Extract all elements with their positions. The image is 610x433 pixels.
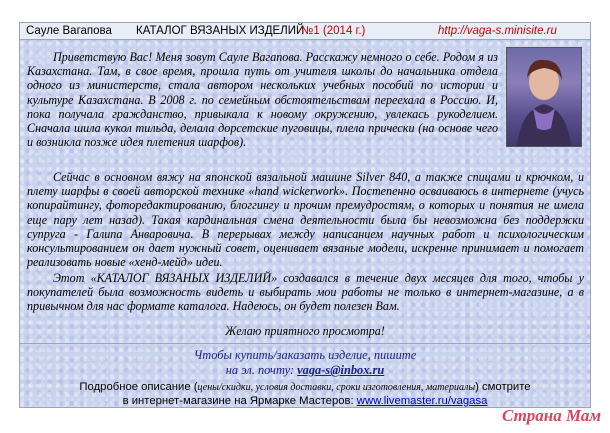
contact-section: [20, 343, 590, 380]
catalog-title: КАТАЛОГ ВЯЗАНЫХ ИЗДЕЛИЙ: [136, 25, 305, 37]
email-line: [20, 363, 590, 378]
description-suffix: ) смотрите: [475, 381, 531, 393]
description-line: [20, 381, 590, 393]
shop-prefix: в интернет-магазине на Ярмарке Мастеров:: [122, 395, 354, 407]
email-prefix: на эл. почту:: [225, 363, 295, 377]
portrait-icon: [507, 48, 581, 146]
paragraph-catalog: Этот «КАТАЛОГ ВЯЗАНЫХ ИЗДЕЛИЙ» создавался в течение двух месяцев для того, чтобы у покупателей была возможность видеть и выбирать мои работы не только в интернет-магазине, а в привычном для нас формате каталога. Надеюсь, он будет полезен Вам.: [27, 271, 584, 314]
description-prefix: Подробное описание (: [79, 381, 198, 393]
page-header: [20, 23, 590, 40]
email-link[interactable]: vaga-s@inbox.ru: [297, 363, 385, 377]
catalog-number: №1 (2014 г.): [301, 25, 366, 37]
paragraph-intro: Приветствую Вас! Меня зовут Сауле Вагапова. Расскажу немного о себе. Родом я из Казахстана. Там, в свое время, прошла путь от учителя школы до начальника отдела одного из министерств, стала автором нескольких учебных пособий по истории и культуре Казахстана. В 2008 г. по семейным обстоятельствам переехала в Россию. И, пока получала гражданство, привыкала к новому окружению, увлекась рукоделием. Сначала шила кукол тильда, делала дорсетские пуговицы, плела прически (на основе чего и возникла позже идея плетения шарфов).: [27, 50, 498, 150]
watermark-logo: Страна Мам: [502, 406, 602, 425]
author-name: Сауле Вагапова: [26, 25, 112, 37]
description-details: цены/скидки, условия доставки, сроки изготовления, материалы: [197, 382, 476, 393]
site-url[interactable]: http://vaga-s.minisite.ru: [438, 25, 557, 37]
wish-text: Желаю приятного просмотра!: [225, 324, 385, 338]
paragraph-work: Сейчас в основном вяжу на японской вязальной машине Silver 840, а также спицами и крючком, и плету шарфы в своей авторской технике «hand wickerwork». Постепенно осваиваюсь в интернете (учусь копирайтингу, фоторедактированию, блоггингу и прочим премудростям, о которых и понятия не имела еще пару лет назад). Такая кардинальная смена деятельности была бы невозможна без поддержки супруга - Галипа Анваровича. В перерывах между написанием научных работ и психологическим консультированием он дает нужный совет, оценивает вязаные модели, искренне принимает и помогает реализовать новые «хенд-мейд» идеи.: [27, 170, 584, 270]
catalog-page: [19, 22, 591, 408]
portrait-photo: [506, 47, 582, 147]
shop-link[interactable]: www.livemaster.ru/vagasa: [356, 395, 488, 407]
buy-instruction: Чтобы купить/заказать изделие, пишите: [193, 348, 417, 362]
